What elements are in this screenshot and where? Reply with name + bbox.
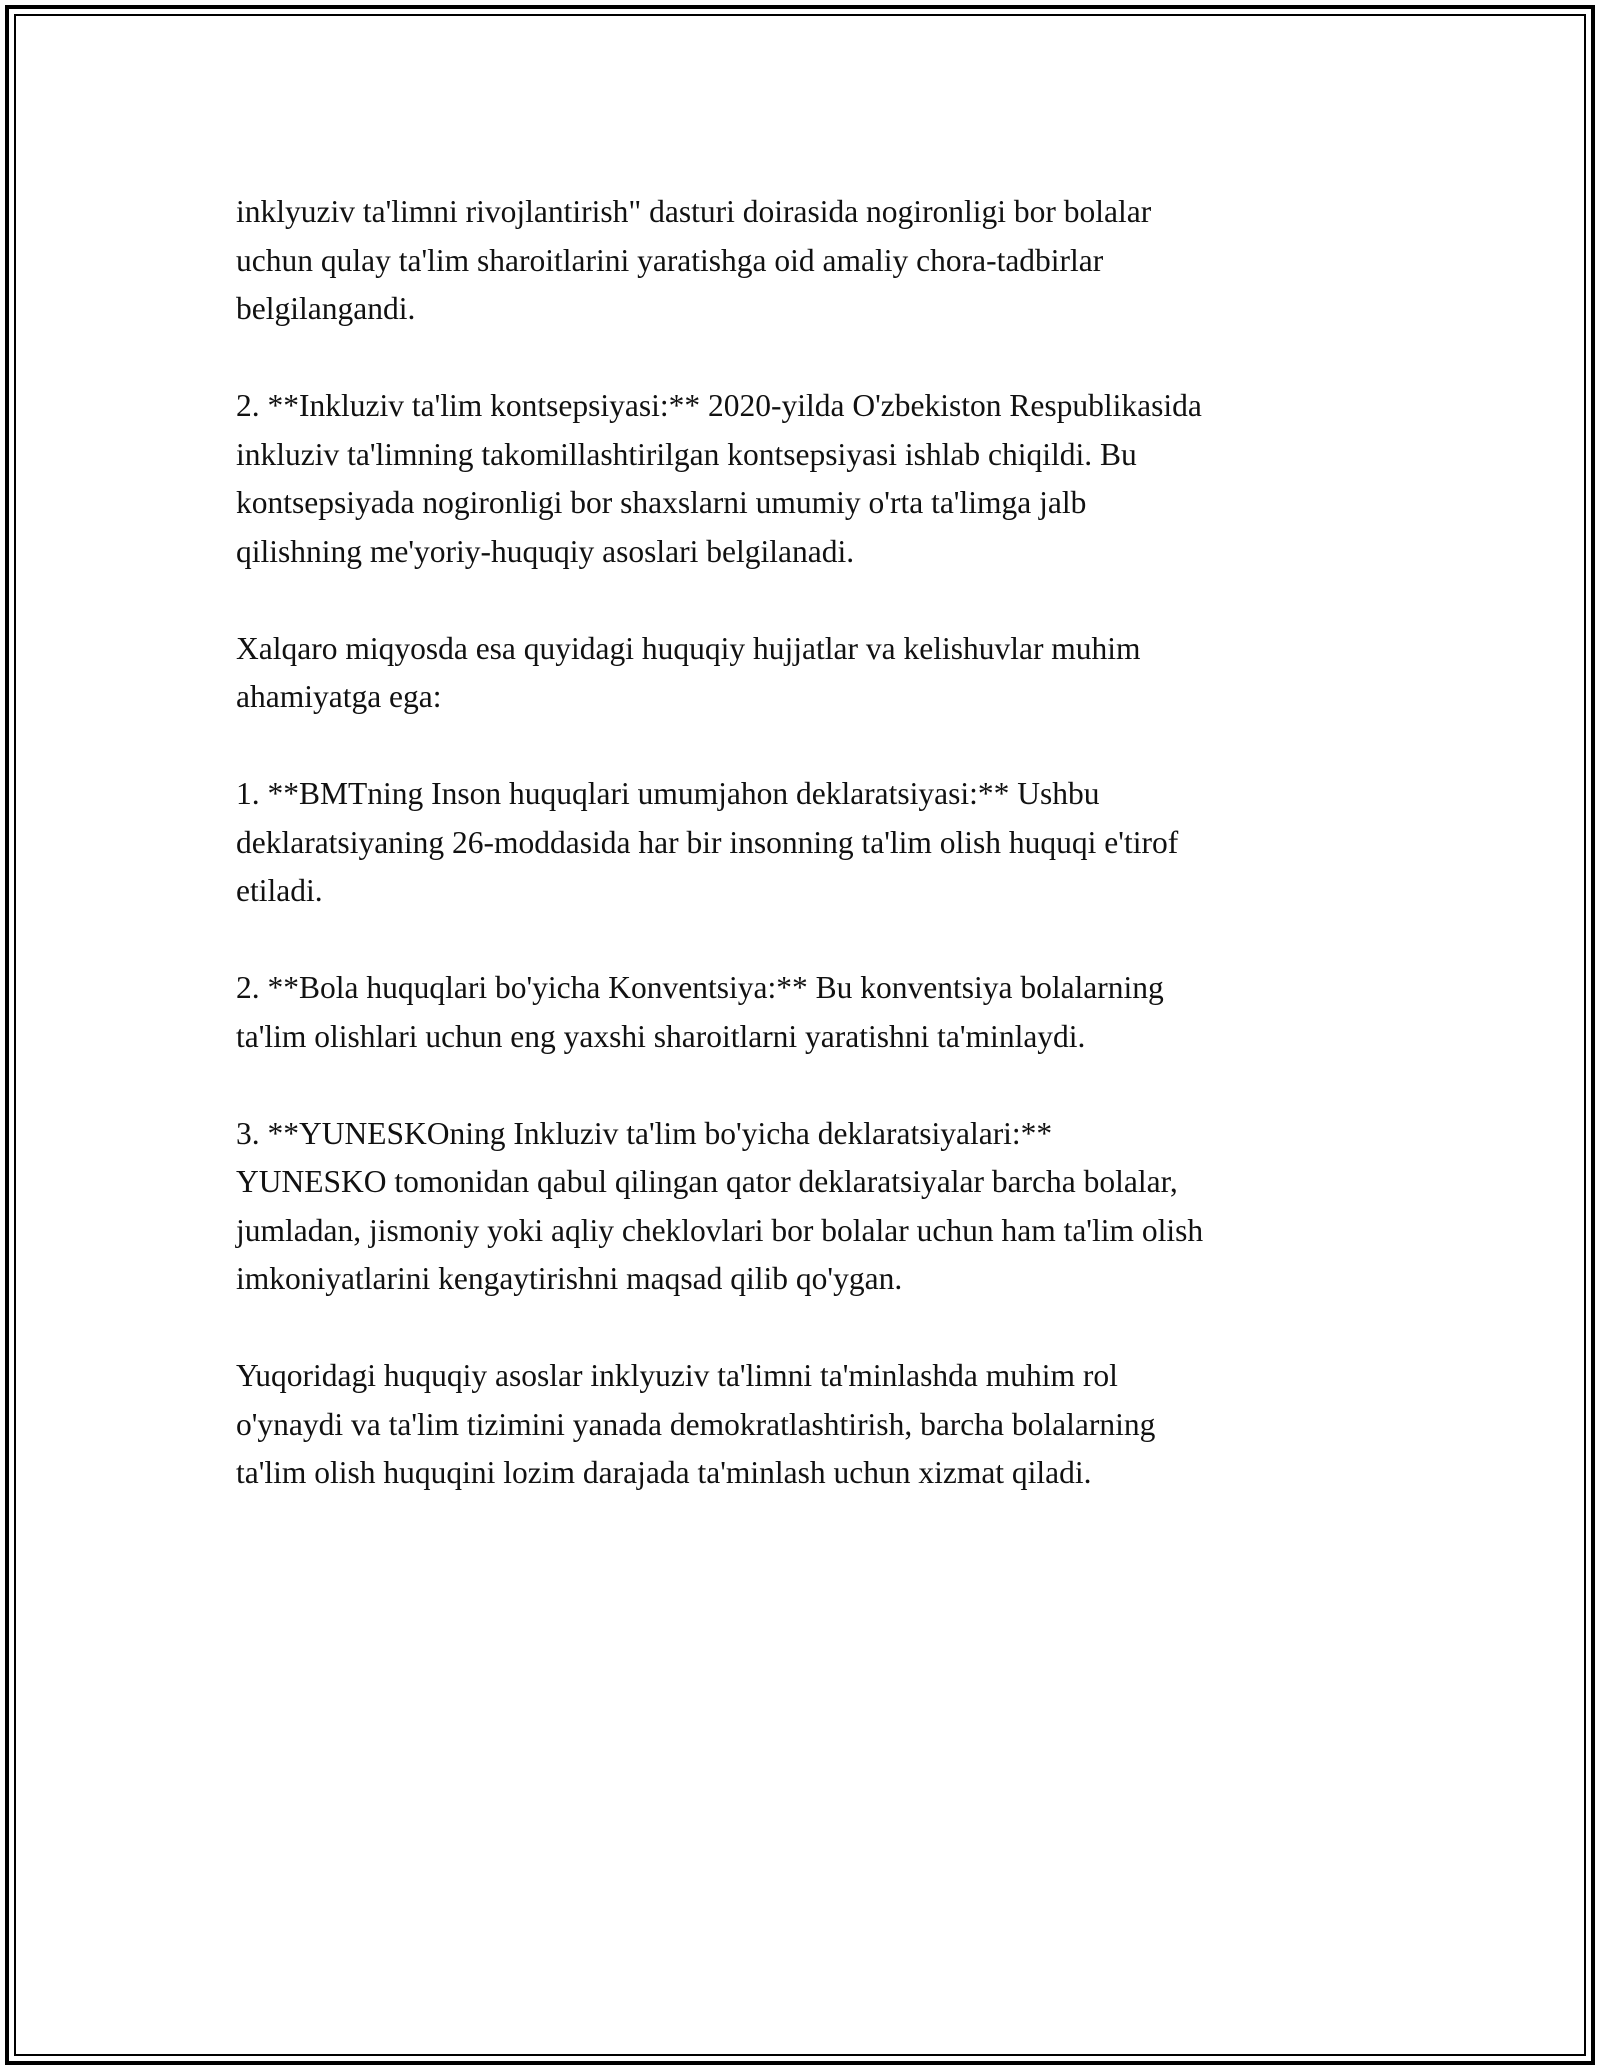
paragraph-program-continuation: inklyuziv ta'limni rivojlantirish" dasturi doirasida nogironligi bor bolalar uchun qulay ta'lim sharoitlarini yaratishga oid amaliy chora-tadbirlar belgilangandi. [236, 194, 1152, 326]
document-body [236, 188, 1386, 1546]
paragraph-un-declaration: 1. **BMTning Inson huquqlari umumjahon deklaratsiyasi:** Ushbu deklaratsiyaning 26-moddasida har bir insonning ta'lim olish huquqi e'tirof etiladi. [236, 776, 1179, 908]
paragraph-unesco-declarations: 3. **YUNESKOning Inkluziv ta'lim bo'yicha deklaratsiyalari:** YUNESKO tomonidan qabul qilingan qator deklaratsiyalar barcha bolalar, jumladan, jismoniy yoki aqliy cheklovlari bor bolalar uchun ham ta'lim olish imkoniyatlarini kengaytirishni maqsad qilib qo'ygan. [236, 1115, 1204, 1296]
paragraph-inclusive-concept: 2. **Inkluziv ta'lim kontsepsiyasi:** 2020-yilda O'zbekiston Respublikasida inkluziv ta'limning takomillashtirilgan kontsepsiyasi ishlab chiqildi. Bu kontsepsiyada nogironligi bor shaxslarni umumiy o'rta ta'limga jalb qilishning me'yoriy-huquqiy asoslari belgilanadi. [236, 388, 1202, 569]
paragraph-child-rights-convention: 2. **Bola huquqlari bo'yicha Konventsiya:** Bu konventsiya bolalarning ta'lim olishlari uchun eng yaxshi sharoitlarni yaratishni ta'minlaydi. [236, 970, 1164, 1054]
paragraph-conclusion: Yuqoridagi huquqiy asoslar inklyuziv ta'limni ta'minlashda muhim rol o'ynaydi va ta'lim tizimini yanada demokratlashtirish, barcha bolalarning ta'lim olish huquqini lozim darajada ta'minlash uchun xizmat qiladi. [236, 1358, 1156, 1490]
paragraph-international-intro: Xalqaro miqyosda esa quyidagi huquqiy hujjatlar va kelishuvlar muhim ahamiyatga ega: [236, 630, 1141, 714]
